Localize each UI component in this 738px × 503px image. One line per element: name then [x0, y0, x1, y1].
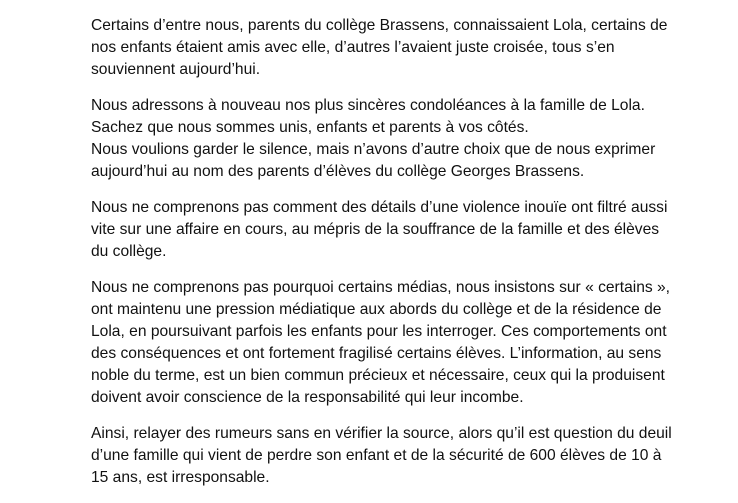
paragraph-4	[91, 277, 711, 409]
text-line: ont maintenu une pression médiatique aux abords du collège et de la résidence de	[91, 301, 662, 318]
paragraph-2	[91, 95, 711, 183]
text-line: Nous voulions garder le silence, mais n’avons d’autre choix que de nous exprimer	[91, 141, 656, 158]
text-line: Certains d’entre nous, parents du collège Brassens, connaissaient Lola, certains de	[91, 17, 668, 34]
text-line: Nous ne comprenons pas pourquoi certains médias, nous insistons sur « certains »,	[91, 279, 671, 296]
text-line: Sachez que nous sommes unis, enfants et parents à vos côtés.	[91, 119, 529, 136]
text-line: Ainsi, relayer des rumeurs sans en vérifier la source, alors qu’il est question du deuil	[91, 425, 672, 442]
paragraph-5	[91, 423, 711, 489]
text-line: d’une famille qui vient de perdre son enfant et de la sécurité de 600 élèves de 10 à	[91, 447, 662, 464]
text-line: 15 ans, est irresponsable.	[91, 469, 270, 486]
text-line: des conséquences et ont fortement fragilisé certains élèves. L’information, au sens	[91, 345, 662, 362]
document-body	[91, 15, 711, 503]
text-line: nos enfants étaient amis avec elle, d’autres l’avaient juste croisée, tous s’en	[91, 39, 615, 56]
text-line: souviennent aujourd’hui.	[91, 61, 261, 78]
text-line: aujourd’hui au nom des parents d’élèves du collège Georges Brassens.	[91, 163, 585, 180]
text-line: du collège.	[91, 243, 167, 260]
text-line: noble du terme, est un bien commun précieux et nécessaire, ceux qui la produisent	[91, 367, 665, 384]
text-line: Lola, en poursuivant parfois les enfants pour les interroger. Ces comportements ont	[91, 323, 667, 340]
paragraph-1	[91, 15, 711, 81]
paragraph-3	[91, 197, 711, 263]
text-line: Nous adressons à nouveau nos plus sincères condoléances à la famille de Lola.	[91, 97, 645, 114]
text-line: Nous ne comprenons pas comment des détails d’une violence inouïe ont filtré aussi	[91, 199, 668, 216]
text-line: vite sur une affaire en cours, au mépris de la souffrance de la famille et des élèves	[91, 221, 660, 238]
text-line: doivent avoir conscience de la responsabilité qui leur incombe.	[91, 389, 524, 406]
